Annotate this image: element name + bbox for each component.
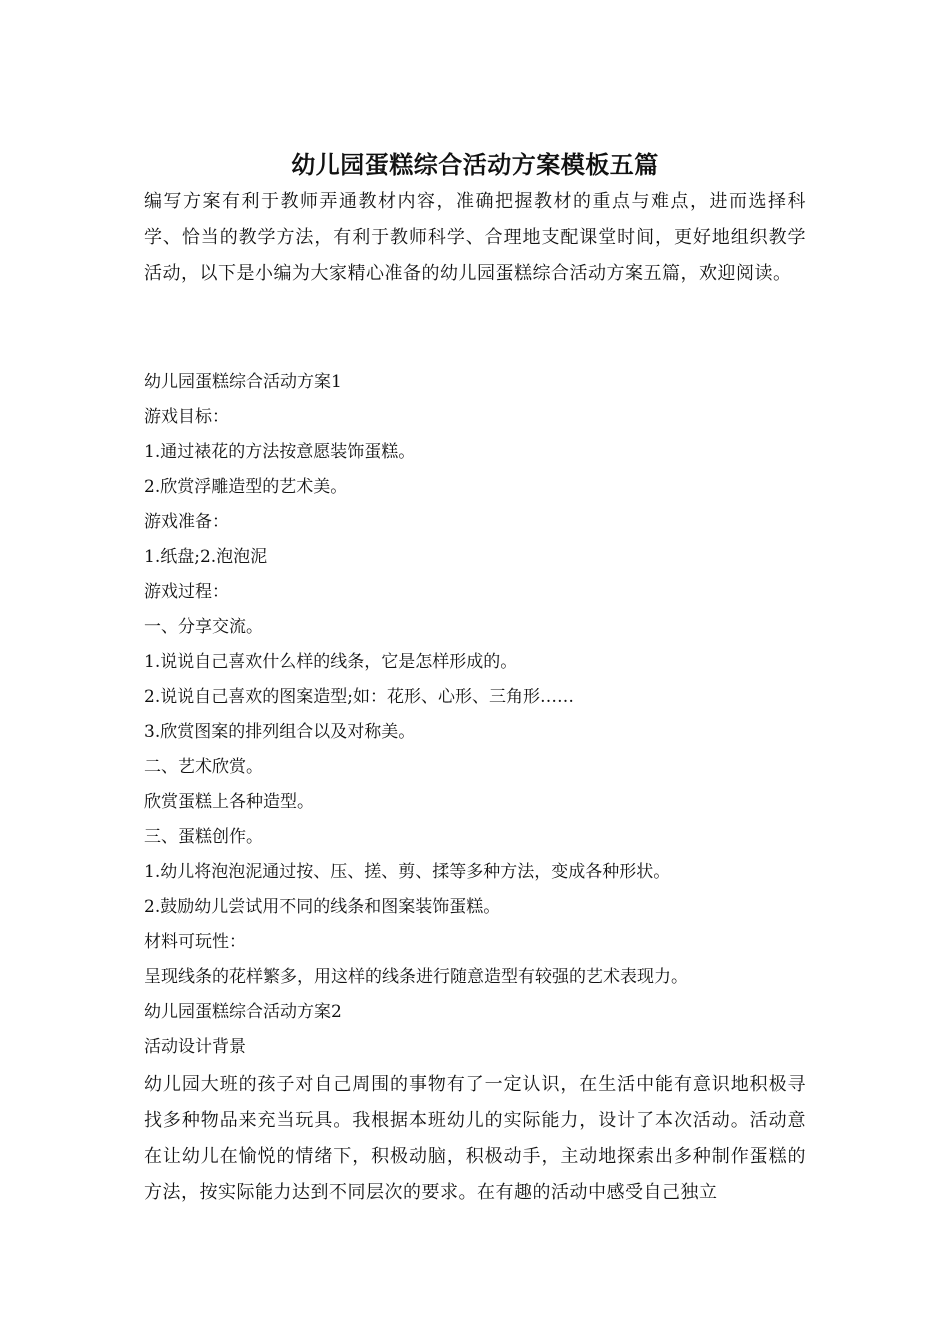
list-item: 欣赏蛋糕上各种造型。 bbox=[144, 792, 314, 812]
step-heading: 三、蛋糕创作。 bbox=[144, 827, 263, 847]
subheading: 游戏过程： bbox=[144, 582, 229, 602]
step-heading: 二、艺术欣赏。 bbox=[144, 757, 263, 777]
list-item: 1.幼儿将泡泡泥通过按、压、搓、剪、揉等多种方法，变成各种形状。 bbox=[144, 862, 671, 882]
list-item: 1.说说自己喜欢什么样的线条，它是怎样形成的。 bbox=[144, 652, 518, 672]
subheading: 游戏目标： bbox=[144, 407, 229, 427]
content-lines bbox=[144, 365, 806, 1065]
intro-paragraph: 编写方案有利于教师弄通教材内容，准确把握教材的重点与难点，进而选择科学、恰当的教学方法，有利于教师科学、合理地支配课堂时间，更好地组织教学活动，以下是小编为大家精心准备的幼儿园蛋糕综合活动方案五篇，欢迎阅读。 bbox=[144, 191, 806, 284]
list-item: 1.纸盘;2.泡泡泥 bbox=[144, 547, 268, 567]
subheading: 材料可玩性： bbox=[144, 932, 246, 952]
list-item: 3.欣赏图案的排列组合以及对称美。 bbox=[144, 722, 416, 742]
subheading: 活动设计背景 bbox=[144, 1037, 246, 1057]
list-item: 1.通过裱花的方法按意愿装饰蛋糕。 bbox=[144, 442, 416, 462]
section-heading: 幼儿园蛋糕综合活动方案1 bbox=[144, 372, 342, 392]
list-item: 2.说说自己喜欢的图案造型;如：花形、心形、三角形…… bbox=[144, 687, 574, 707]
subheading: 游戏准备： bbox=[144, 512, 229, 532]
step-heading: 一、分享交流。 bbox=[144, 617, 263, 637]
background-paragraph: 幼儿园大班的孩子对自己周围的事物有了一定认识，在生活中能有意识地积极寻找多种物品来充当玩具。我根据本班幼儿的实际能力，设计了本次活动。活动意在让幼儿在愉悦的情绪下，积极动脑，积极动手，主动地探索出多种制作蛋糕的方法，按实际能力达到不同层次的要求。在有趣的活动中感受自己独立 bbox=[144, 1074, 806, 1203]
list-item: 2.欣赏浮雕造型的艺术美。 bbox=[144, 477, 348, 497]
document-title: 幼儿园蛋糕综合活动方案模板五篇 bbox=[291, 150, 659, 180]
section-heading: 幼儿园蛋糕综合活动方案2 bbox=[144, 1002, 342, 1022]
list-item: 呈现线条的花样繁多，用这样的线条进行随意造型有较强的艺术表现力。 bbox=[144, 967, 688, 987]
list-item: 2.鼓励幼儿尝试用不同的线条和图案装饰蛋糕。 bbox=[144, 897, 501, 917]
